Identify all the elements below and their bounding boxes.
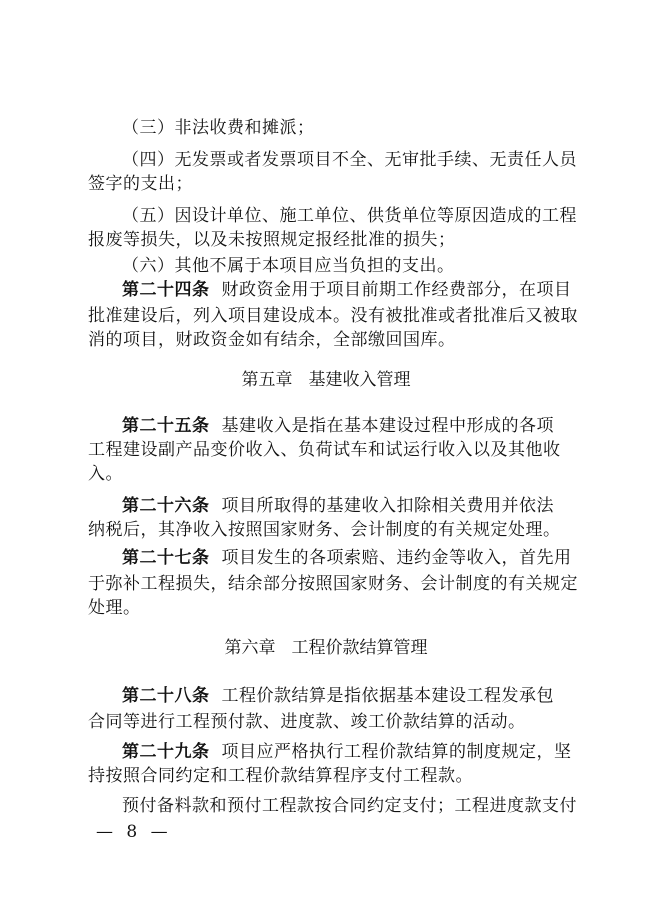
text-line — [88, 256, 598, 276]
article-number: 第二十五条 — [122, 416, 210, 436]
text-line — [88, 174, 564, 194]
line-text: 处理。 — [88, 598, 141, 618]
article-number: 第二十六条 — [122, 496, 210, 516]
chapter-title: 工程价款结算管理 — [291, 638, 428, 658]
line-text: （五）因设计单位、施工单位、供货单位等原因造成的工程 — [122, 206, 577, 226]
text-line — [88, 118, 598, 138]
article-line — [88, 496, 598, 516]
line-text: （六）其他不属于本项目应当负担的支出。 — [122, 256, 455, 276]
line-text: 项目发生的各项索赔、违约金等收入，首先用 — [221, 548, 572, 568]
line-text: 报废等损失，以及未按照规定报经批准的损失； — [88, 230, 456, 250]
line-text: 于弥补工程损失，结余部分按照国家财务、会计制度的有关规定 — [88, 574, 578, 594]
line-text: 工程价款结算是指依据基本建设工程发承包 — [221, 686, 554, 706]
article-number: 第二十七条 — [122, 548, 210, 568]
chapter-title: 基建收入管理 — [308, 370, 411, 390]
chapter-number: 第五章 — [241, 370, 293, 390]
text-line — [88, 520, 564, 540]
article-number: 第二十四条 — [122, 280, 210, 300]
chapter-number: 第六章 — [224, 638, 276, 658]
page-number: — 8 — — [96, 822, 172, 842]
text-line — [88, 796, 598, 816]
line-text: （四）无发票或者发票项目不全、无审批手续、无责任人员 — [122, 150, 577, 170]
text-line — [88, 206, 598, 226]
article-number: 第二十九条 — [122, 742, 210, 762]
text-line — [88, 230, 564, 250]
text-line — [88, 464, 564, 484]
line-text: 签字的支出； — [88, 174, 193, 194]
article-line — [88, 280, 598, 300]
line-text: 预付备料款和预付工程款按合同约定支付；工程进度款支付 — [122, 796, 577, 816]
line-text: 财政资金用于项目前期工作经费部分，在项目 — [221, 280, 572, 300]
article-number: 第二十八条 — [122, 686, 210, 706]
line-text: 基建收入是指在基本建设过程中形成的各项 — [221, 416, 554, 436]
text-line — [88, 712, 564, 732]
line-text: 批准建设后，列入项目建设成本。没有被批准或者批准后又被取 — [88, 306, 578, 326]
line-text: 工程建设副产品变价收入、负荷试车和试运行收入以及其他收 — [88, 440, 561, 460]
text-line — [88, 574, 578, 594]
text-line — [88, 306, 578, 326]
line-text: 项目应严格执行工程价款结算的制度规定，坚 — [221, 742, 572, 762]
line-text: 纳税后，其净收入按照国家财务、会计制度的有关规定处理。 — [88, 520, 561, 540]
text-line — [88, 598, 564, 618]
text-line — [88, 440, 564, 460]
chapter-heading — [88, 370, 564, 390]
line-text: （三）非法收费和摊派； — [122, 118, 315, 138]
line-text: 持按照合同约定和工程价款结算程序支付工程款。 — [88, 766, 473, 786]
text-line — [88, 330, 564, 350]
line-text: 入。 — [88, 464, 123, 484]
line-text: 合同等进行工程预付款、进度款、竣工价款结算的活动。 — [88, 712, 526, 732]
article-line — [88, 416, 598, 436]
article-line — [88, 742, 598, 762]
article-line — [88, 548, 598, 568]
line-text: 消的项目，财政资金如有结余，全部缴回国库。 — [88, 330, 456, 350]
text-line — [88, 766, 564, 786]
text-line — [88, 150, 598, 170]
chapter-heading — [88, 638, 564, 658]
line-text: 项目所取得的基建收入扣除相关费用并依法 — [221, 496, 554, 516]
article-line — [88, 686, 598, 706]
